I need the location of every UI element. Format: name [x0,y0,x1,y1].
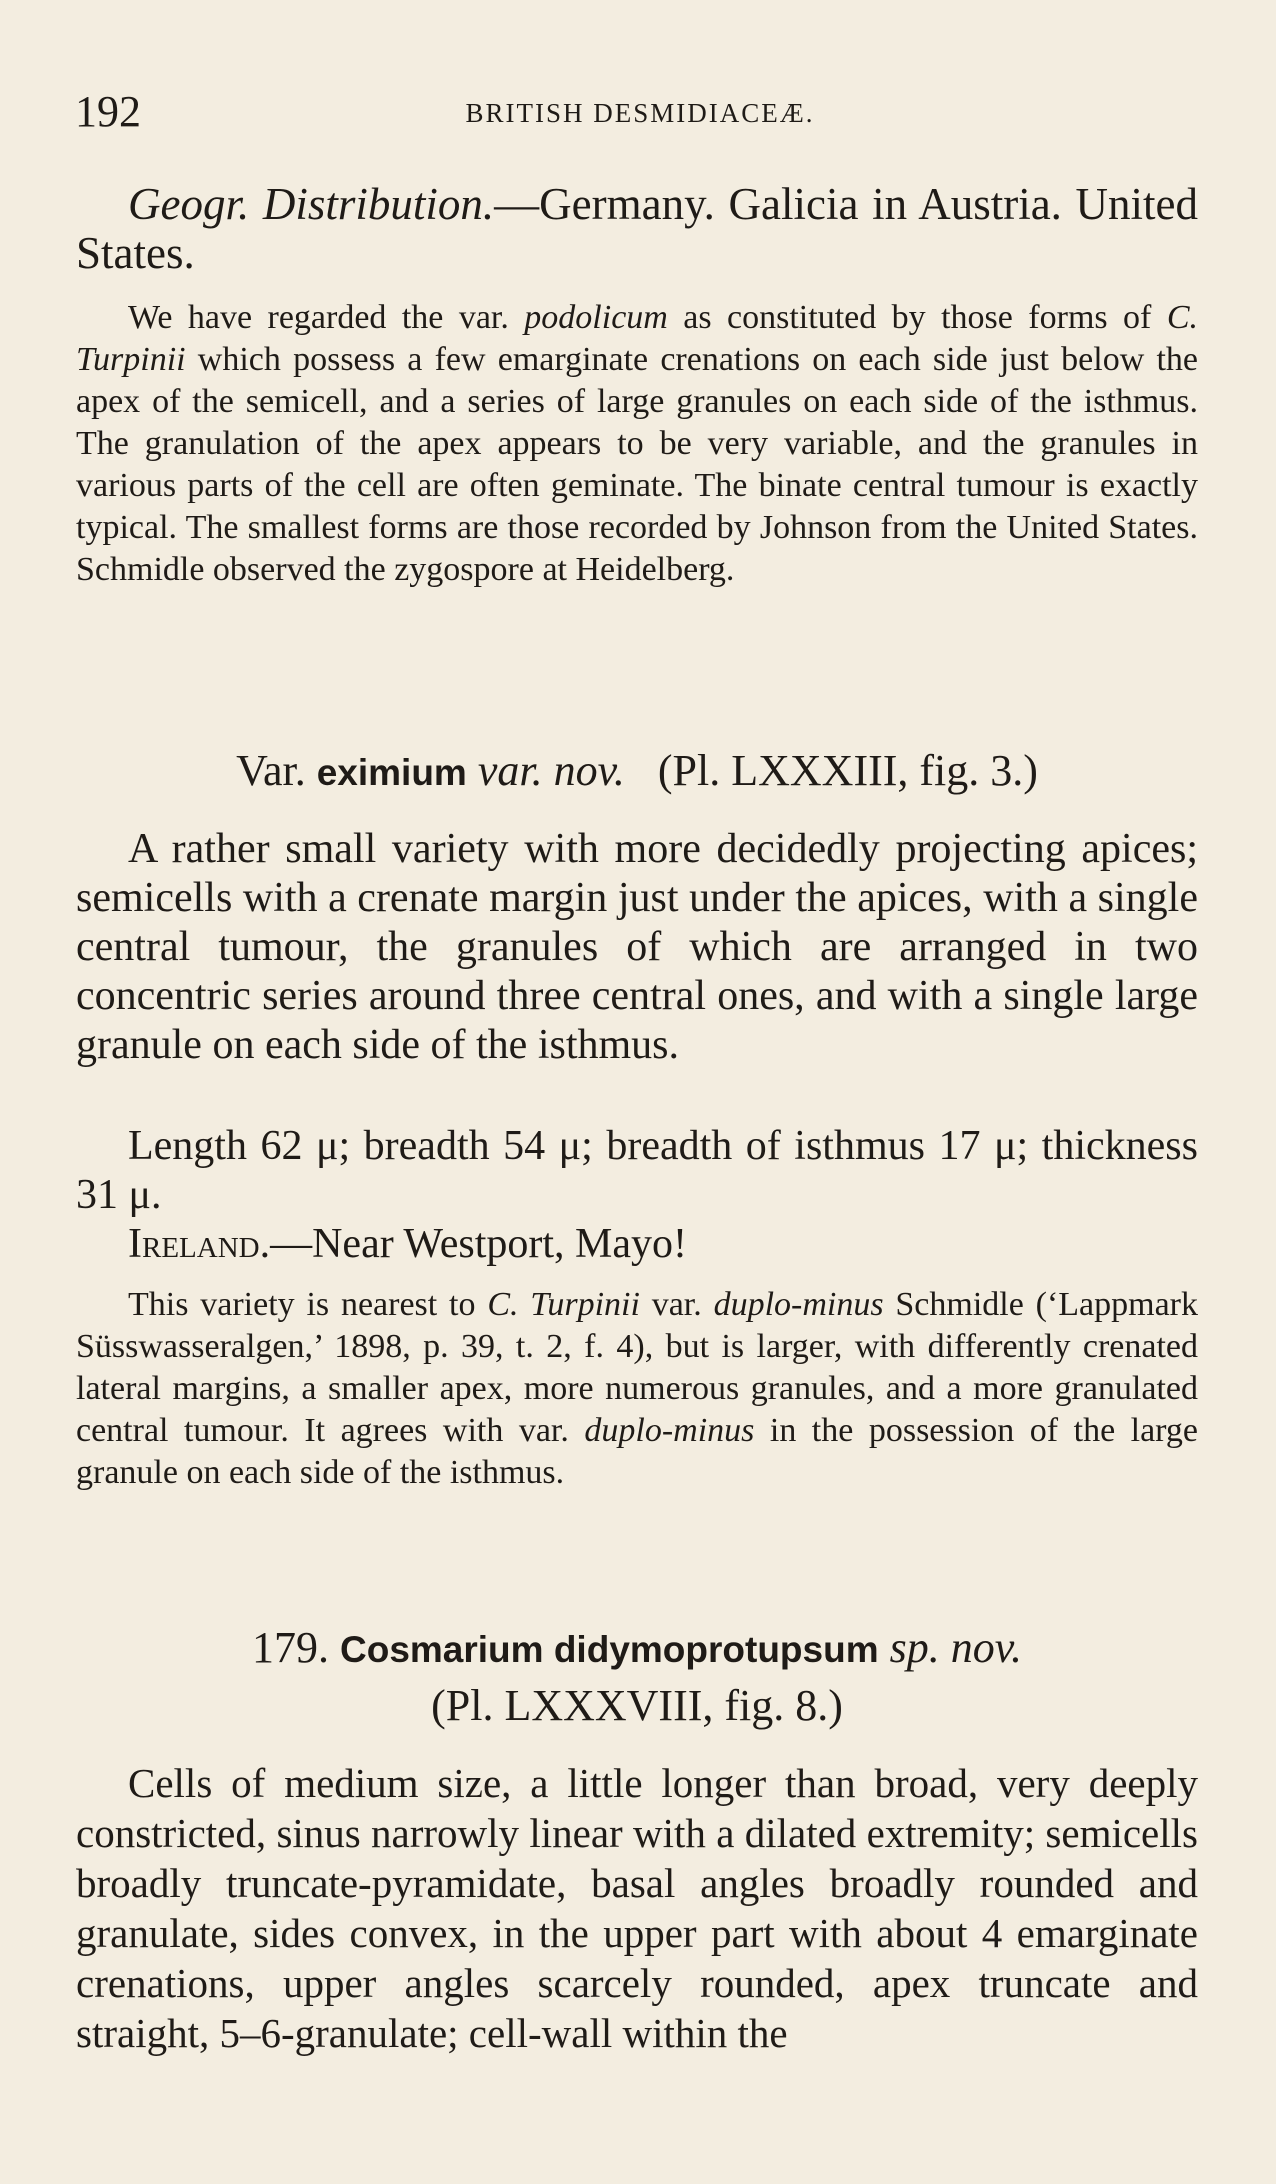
species-description: Cells of medium size, a little longer than broad, very deeply constricted, sinus narrowly linear with a dilated extremity; semicells broadly truncate-pyramidate, basal angles broadly rounded and granulate, sides convex, in the upper part with about 4 emarginate crenations, upper angles scarcely rounded, apex truncate and straight, 5–6-granulate; cell-wall within the [76,1760,1198,2056]
geo-label: Geogr. Distribution. [128,179,495,229]
species-heading [76,1622,1198,1676]
variety-plate-ref: (Pl. LXXXIII, fig. 3.) [657,746,1038,795]
variety-remarks: This variety is nearest to C. Turpinii var. duplo-minus Schmidle (‘Lappmark Süsswasseralgen,’ 1898, p. 39, t. 2, f. 4), but is larger, with differently crenated lateral margins, a smaller apex, more numerous granules, and a more granulated central tumour. It agrees with var. duplo-minus in the possession of the large granule on each side of the isthmus. [76,1286,1198,1491]
page-number: 192 [75,87,141,136]
species-number: 179. [252,1623,340,1672]
variety-locality: Ireland.—Near Westport, Mayo! [128,1221,687,1267]
taxon-c-turpinii: C. Turpinii [76,299,1198,378]
locality-country: Ireland. [128,1221,271,1267]
variety-heading: Var. eximium var. nov. (Pl. LXXXIII, fig. 3.) [236,746,1038,795]
page-header [75,86,1205,136]
geo-text: —Germany. Galicia in Austria. United States. [76,179,1199,278]
variety-measurements: Length 62 μ; breadth 54 μ; breadth of isthmus 17 μ; thickness 31 μ. [76,1123,1198,1218]
variety-tag: var. nov. [477,746,625,795]
variety-name: eximium [316,752,467,793]
running-title: BRITISH DESMIDIACEÆ. [465,98,815,128]
variety-description: A rather small variety with more decidedly projecting apices; semicells with a crenate margin just under the apices, with a single central tumour, the granules of which are arranged in two concentric series around three central ones, and with a single large granule on each side of the isthmus. [76,826,1198,1068]
species-tag: sp. nov. [889,1623,1022,1672]
species-name: Cosmarium didymoprotupsum [340,1629,879,1670]
geographic-distribution [76,180,1198,278]
paragraph-podolicum: We have regarded the var. podolicum as constituted by those forms of C. Turpinii which possess a few emarginate crenations on each side just below the apex of the semicell, and a series of large granules on each side of the isthmus. The granulation of the apex appears to be very variable, and the granules in various parts of the cell are often geminate. The binate central tumour is exactly typical. The smallest forms are those recorded by Johnson from the United States. Schmidle observed the zygospore at Heidelberg. [76,299,1198,588]
taxon-podolicum: podolicum [524,299,668,336]
species-plate-ref: (Pl. LXXXVIII, fig. 8.) [431,1681,843,1730]
